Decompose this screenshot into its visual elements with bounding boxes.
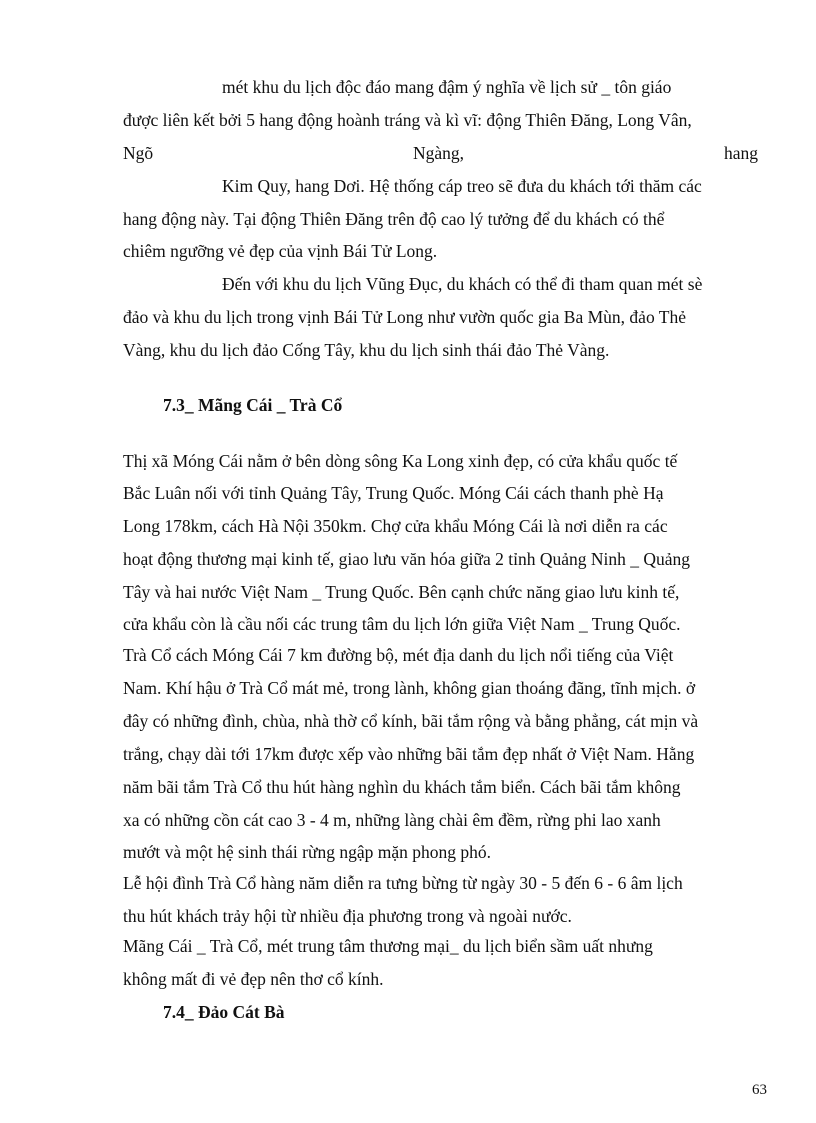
- text-line: Long 178km, cách Hà Nội 350km. Chợ cửa khẩu Móng Cái là nơi diễn ra các: [123, 516, 668, 536]
- section-heading: 7.4_ Đảo Cát Bà: [163, 1002, 285, 1022]
- text-line: được liên kết bởi 5 hang động hoành tráng và kì vĩ: động Thiên Đăng, Long Vân,: [123, 110, 692, 130]
- text-line: hang động này. Tại động Thiên Đăng trên độ cao lý tưởng để du khách có thể: [123, 209, 665, 229]
- text-line: Trà Cổ cách Móng Cái 7 km đường bộ, mét địa danh du lịch nổi tiếng của Việt: [123, 645, 674, 665]
- text-line: đảo và khu du lịch trong vịnh Bái Tử Long như vườn quốc gia Ba Mùn, đảo Thẻ: [123, 307, 686, 327]
- text-line: xa có những cồn cát cao 3 - 4 m, những làng chài êm đềm, rừng phi lao xanh: [123, 810, 661, 830]
- text-line: mướt và một hệ sinh thái rừng ngập mặn phong phó.: [123, 842, 491, 862]
- page-number: 63: [752, 1082, 767, 1098]
- text-line: hoạt động thương mại kinh tế, giao lưu văn hóa giữa 2 tỉnh Quảng Ninh _ Quảng: [123, 549, 690, 569]
- text-line: Đến với khu du lịch Vũng Đục, du khách có thể đi tham quan mét sè: [222, 274, 703, 294]
- text-word: Ngàng,: [413, 143, 465, 163]
- text-line: trắng, chạy dài tới 17km được xếp vào những bãi tắm đẹp nhất ở Việt Nam. Hằng: [123, 744, 695, 764]
- text-line: Lễ hội đình Trà Cổ hàng năm diễn ra tưng bừng từ ngày 30 - 5 đến 6 - 6 âm lịch: [123, 873, 683, 893]
- text-line: Mãng Cái _ Trà Cổ, mét trung tâm thương mại_ du lịch biển sầm uất nhưng: [123, 936, 653, 956]
- text-line: không mất đi vẻ đẹp nên thơ cổ kính.: [123, 969, 384, 989]
- text-line: Vàng, khu du lịch đảo Cống Tây, khu du lịch sinh thái đảo Thẻ Vàng.: [123, 340, 610, 360]
- text-word: hang: [723, 143, 758, 163]
- text-line: chiêm ngưỡng vẻ đẹp của vịnh Bái Tử Long.: [123, 241, 438, 261]
- text-line: thu hút khách trảy hội từ nhiều địa phương trong và ngoài nước.: [123, 906, 572, 926]
- text-line: Tây và hai nước Việt Nam _ Trung Quốc. Bên cạnh chức năng giao lưu kinh tế,: [123, 582, 680, 602]
- text-line: Thị xã Móng Cái nằm ở bên dòng sông Ka Long xinh đẹp, có cửa khẩu quốc tế: [123, 451, 678, 471]
- justified-line: [123, 145, 758, 163]
- text-line: Bắc Luân nối với tỉnh Quảng Tây, Trung Quốc. Móng Cái cách thanh phè Hạ: [123, 483, 664, 503]
- section-heading: 7.3_ Mãng Cái _ Trà Cổ: [163, 395, 343, 415]
- text-word: Ngõ: [123, 143, 154, 163]
- text-line: đây có những đình, chùa, nhà thờ cổ kính, bãi tắm rộng và bằng phẳng, cát mịn và: [123, 711, 699, 731]
- text-line: năm bãi tắm Trà Cổ thu hút hàng nghìn du khách tắm biển. Cách bãi tắm không: [123, 777, 681, 797]
- text-line: Nam. Khí hậu ở Trà Cổ mát mẻ, trong lành, không gian thoáng đãng, tĩnh mịch. ở: [123, 678, 696, 698]
- text-line: Kim Quy, hang Dơi. Hệ thống cáp treo sẽ đưa du khách tới thăm các: [222, 176, 702, 196]
- text-line: mét khu du lịch độc đáo mang đậm ý nghĩa về lịch sử _ tôn giáo: [222, 77, 672, 97]
- text-line: cửa khẩu còn là cầu nối các trung tâm du lịch lớn giữa Việt Nam _ Trung Quốc.: [123, 614, 681, 634]
